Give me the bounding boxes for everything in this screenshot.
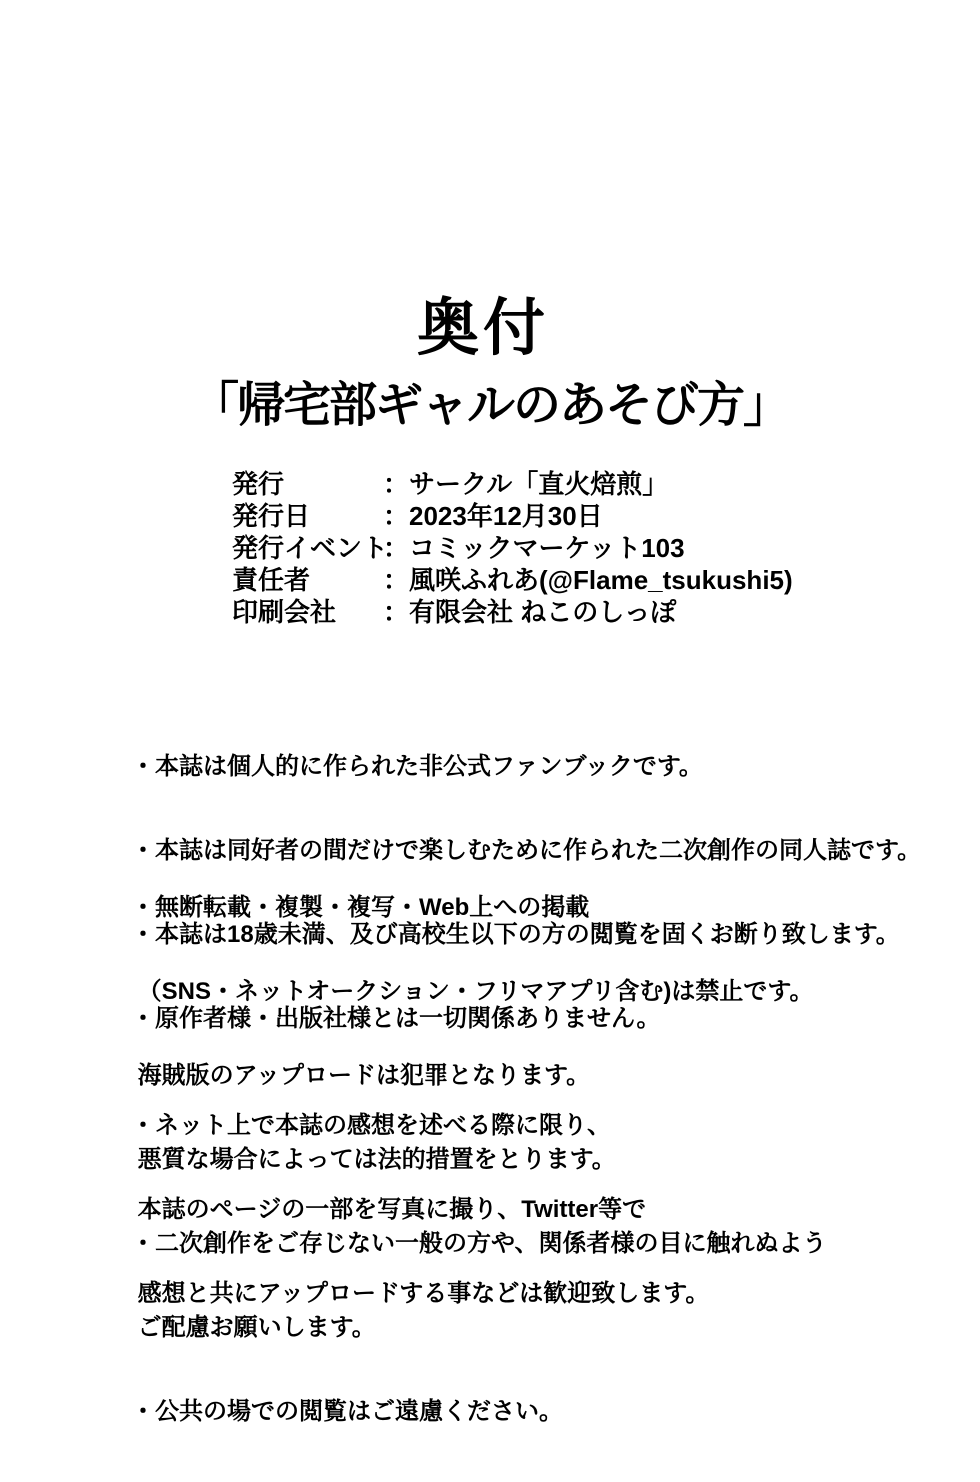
note-line: ・本誌は同好者の間だけで楽しむために作られた二次創作の同人誌です。 [131,837,922,864]
note-line: 海賊版のアップロードは犯罪となります。 [131,1062,591,1089]
note-line: ・原作者様・出版社様とは一切関係ありません。 [131,1005,661,1032]
note-line: 本誌のページの一部を写真に撮り、Twitter等で [131,1196,647,1223]
publication-label: 責任者 [232,565,311,595]
colon-separator: ： [383,501,410,531]
colon-separator: ： [383,533,410,563]
publication-info-row-printer [232,596,793,628]
colon-separator: ： [383,565,410,595]
note-line: （SNS・ネットオークション・フリマアプリ含む)は禁止です。 [131,978,814,1005]
page-title: 奥付 [416,294,549,363]
colon-separator: ： [383,597,410,627]
publication-info [232,468,793,628]
publication-value: サークル「直火焙煎」 [409,469,669,499]
publication-value: 有限会社 ねこのしっぽ [409,597,677,627]
book-title: 「帰宅部ギャルのあそび方」 [190,379,789,432]
note-line: ・無断転載・複製・複写・Web上への掲載 [131,894,590,921]
permission-notes [131,1056,951,1364]
note-line: ・本誌は個人的に作られた非公式ファンブックです。 [131,753,703,780]
publication-info-row-responsible [232,564,793,596]
publication-value: 2023年12月30日 [409,501,603,531]
note-line: ・本誌は18歳未満、及び高校生以下の方の閲覧を固くお断り致します。 [131,921,900,948]
publication-value: コミックマーケット103 [409,533,685,563]
publication-label: 発行 [232,469,285,499]
publication-value: 風咲ふれあ(@Flame_tsukushi5) [409,565,793,595]
note-line: 悪質な場合によっては法的措置をとります。 [131,1146,616,1173]
note-line: ・二次創作をご存じない一般の方や、関係者様の目に触れぬよう [131,1230,827,1257]
note-line: ・ネット上で本誌の感想を述べる際に限り、 [131,1112,611,1139]
note-line: ・公共の場での閲覧はご遠慮ください。 [131,1398,563,1425]
colon-separator: ： [383,469,410,499]
publication-info-row-date [232,500,793,532]
publication-info-row-publisher [232,468,793,500]
publication-label: 印刷会社 [232,597,337,627]
note-line: 感想と共にアップロードする事などは歓迎致します。 [131,1280,710,1307]
publication-info-row-event [232,532,793,564]
publication-label: 発行イベント [232,533,389,563]
note-line: ご配慮お願いします。 [131,1314,376,1341]
publication-label: 発行日 [232,501,311,531]
